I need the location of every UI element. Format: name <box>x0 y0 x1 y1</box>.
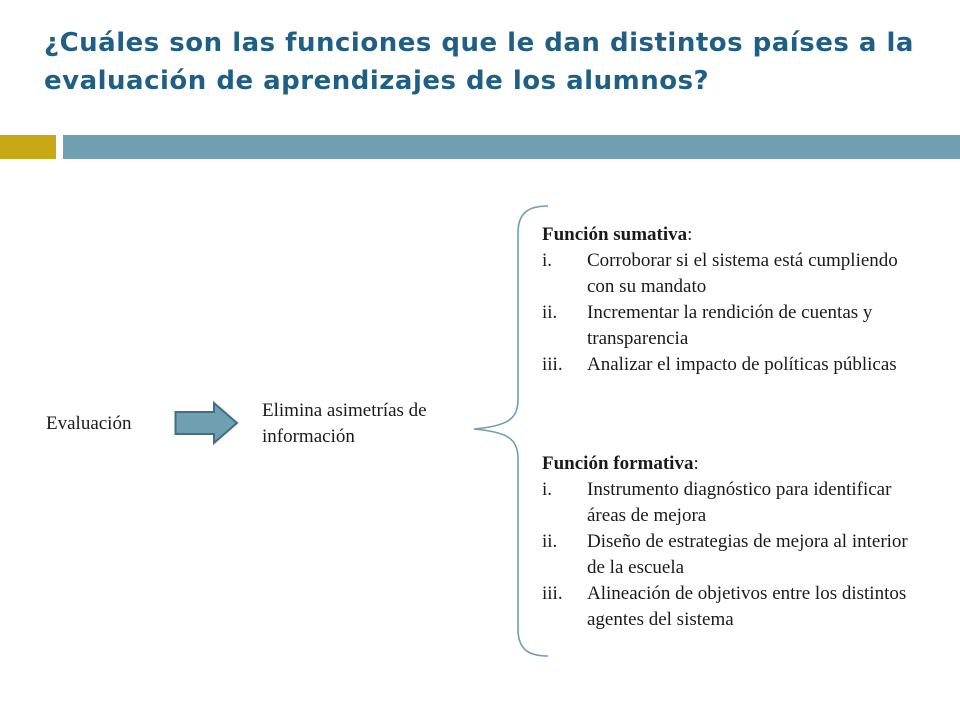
item-text: Instrumento diagnóstico para identificar áreas de mejora <box>587 479 892 526</box>
item-text: Incrementar la rendición de cuentas y transparencia <box>587 302 873 349</box>
item-number: ii. <box>542 302 558 323</box>
item-text: Analizar el impacto de políticas públicas <box>587 354 897 375</box>
item-text: Corroborar si el sistema está cumpliendo con su mandato <box>587 250 898 297</box>
item-number: iii. <box>542 583 563 604</box>
sumativa-item <box>542 300 922 352</box>
item-text: Diseño de estrategias de mejora al interior de la escuela <box>587 531 908 578</box>
formativa-heading-text: Función formativa <box>542 453 694 474</box>
sumativa-heading <box>542 222 922 248</box>
slide-title: ¿Cuáles son las funciones que le dan distintos países a la evaluación de aprendizajes de los alumnos? <box>44 28 914 96</box>
item-number: ii. <box>542 531 558 552</box>
right-arrow-icon <box>174 401 240 445</box>
accent-bar-blue <box>63 135 960 159</box>
formativa-heading-colon: : <box>693 453 699 474</box>
accent-bar-gold <box>0 135 56 159</box>
item-number: i. <box>542 479 553 500</box>
sumativa-item <box>542 248 922 300</box>
sumativa-item <box>542 352 922 378</box>
formativa-item <box>542 529 922 581</box>
item-number: i. <box>542 250 553 271</box>
formativa-heading <box>542 451 922 477</box>
item-number: iii. <box>542 354 563 375</box>
sumativa-heading-colon: : <box>687 224 693 245</box>
effect-node-label: Elimina asimetrías de información <box>262 400 427 447</box>
sumativa-heading-text: Función sumativa <box>542 224 688 245</box>
item-text: Alineación de objetivos entre los distintos agentes del sistema <box>587 583 907 630</box>
curly-brace-icon <box>470 203 552 659</box>
formativa-item <box>542 581 922 633</box>
formativa-block <box>542 451 922 633</box>
source-node-label: Evaluación <box>46 413 132 434</box>
sumativa-block <box>542 222 922 378</box>
formativa-item <box>542 477 922 529</box>
